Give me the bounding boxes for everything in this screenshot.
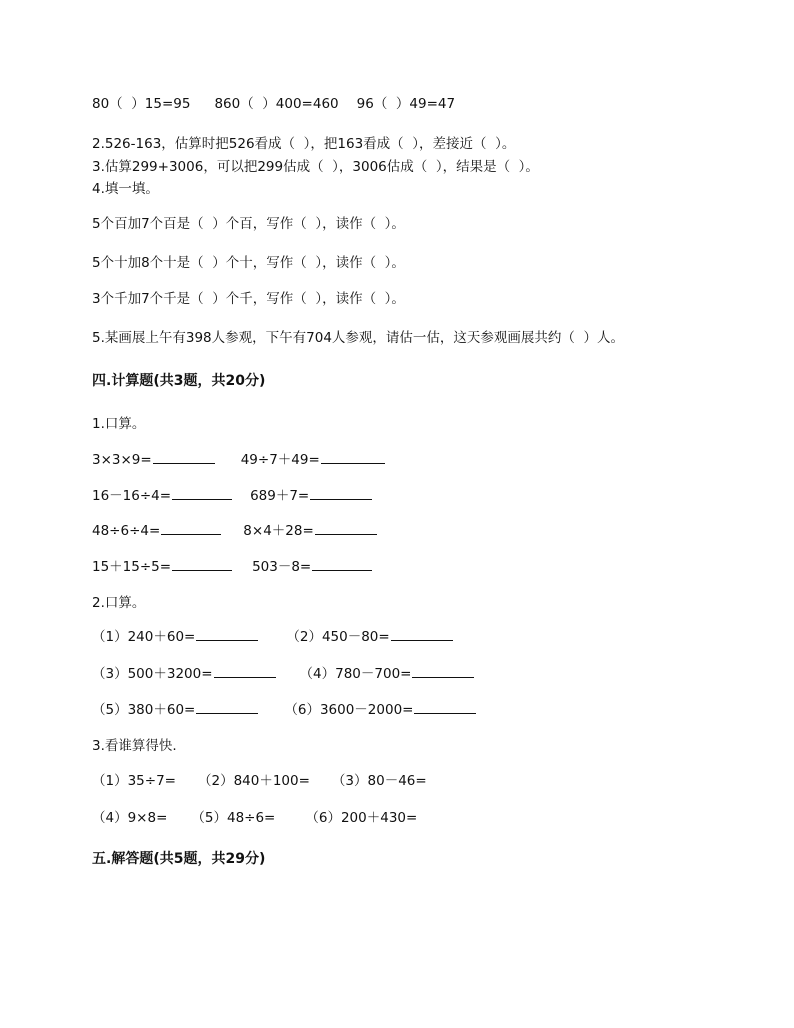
calc-q2-label: 2.口算。 [92,595,146,611]
calc-item: 15＋15÷5= [92,559,172,575]
answer-blank[interactable] [414,701,476,714]
calc-item: （3）80－46= [331,773,427,789]
calc-q1-label: 1.口算。 [92,416,146,432]
answer-blank[interactable] [196,628,258,641]
calc-item: （6）200＋430= [305,810,418,826]
calc-q2-row-1 [92,628,453,646]
answer-blank[interactable] [310,487,372,500]
calc-q1-row-1 [92,451,385,469]
calc-item: （3）500＋3200= [92,666,213,682]
section-5-title: 五.解答题(共5题，共29分) [92,851,266,867]
calc-item: （4）780－700= [299,666,412,682]
calc-q3-label: 3.看谁算得快. [92,738,177,754]
answer-blank[interactable] [321,451,385,464]
question-2: 2.526-163，估算时把526看成（ ），把163看成（ ），差接近（ ）。 [92,136,516,152]
question-4-item-3: 3个千加7个千是（ ）个千，写作（ ），读作（ ）。 [92,291,405,307]
calc-item: （6）3600－2000= [284,702,414,718]
calc-q1-row-2 [92,487,372,505]
calc-item: 3×3×9= [92,452,152,468]
calc-q1-row-3 [92,522,377,540]
answer-blank[interactable] [161,522,221,535]
answer-blank[interactable] [153,451,215,464]
answer-blank[interactable] [214,665,276,678]
calc-item: （1）240＋60= [92,629,196,645]
answer-blank[interactable] [315,522,377,535]
equation-fill-1: 80（ ）15=95 [92,96,191,112]
calc-q2-row-2 [92,665,474,683]
calc-q3-row-2 [92,809,417,827]
answer-blank[interactable] [172,558,232,571]
calc-q3-row-1 [92,772,427,790]
question-3: 3.估算299+3006，可以把299估成（ ），3006估成（ ），结果是（ ）。 [92,159,539,175]
calc-item: （1）35÷7= [92,773,176,789]
question-4: 4.填一填。 [92,181,159,197]
calc-item: （4）9×8= [92,810,168,826]
calc-item: （5）48÷6= [191,810,276,826]
calc-item: 16－16÷4= [92,488,172,504]
calc-item: （5）380＋60= [92,702,196,718]
question-4-item-1: 5个百加7个百是（ ）个百，写作（ ），读作（ ）。 [92,216,405,232]
answer-blank[interactable] [412,665,474,678]
calc-item: 48÷6÷4= [92,523,161,539]
calc-item: （2）840＋100= [197,773,310,789]
answer-blank[interactable] [312,558,372,571]
equation-fill-2: 860（ ）400=460 [214,96,339,112]
equation-fill-3: 96（ ）49=47 [356,96,456,112]
calc-item: 503－8= [252,559,312,575]
question-4-item-2: 5个十加8个十是（ ）个十，写作（ ），读作（ ）。 [92,255,405,271]
answer-blank[interactable] [391,628,453,641]
fill-blank-line-1 [92,95,455,113]
answer-blank[interactable] [196,701,258,714]
question-5: 5.某画展上午有398人参观，下午有704人参观，请估一估，这天参观画展共约（ ）人。 [92,330,624,346]
calc-item: 689＋7= [250,488,310,504]
calc-item: 49÷7＋49= [240,452,320,468]
calc-item: （2）450－80= [286,629,390,645]
calc-q1-row-4 [92,558,372,576]
section-4-title: 四.计算题(共3题，共20分) [92,373,266,389]
answer-blank[interactable] [172,487,232,500]
calc-q2-row-3 [92,701,476,719]
calc-item: 8×4＋28= [243,523,314,539]
